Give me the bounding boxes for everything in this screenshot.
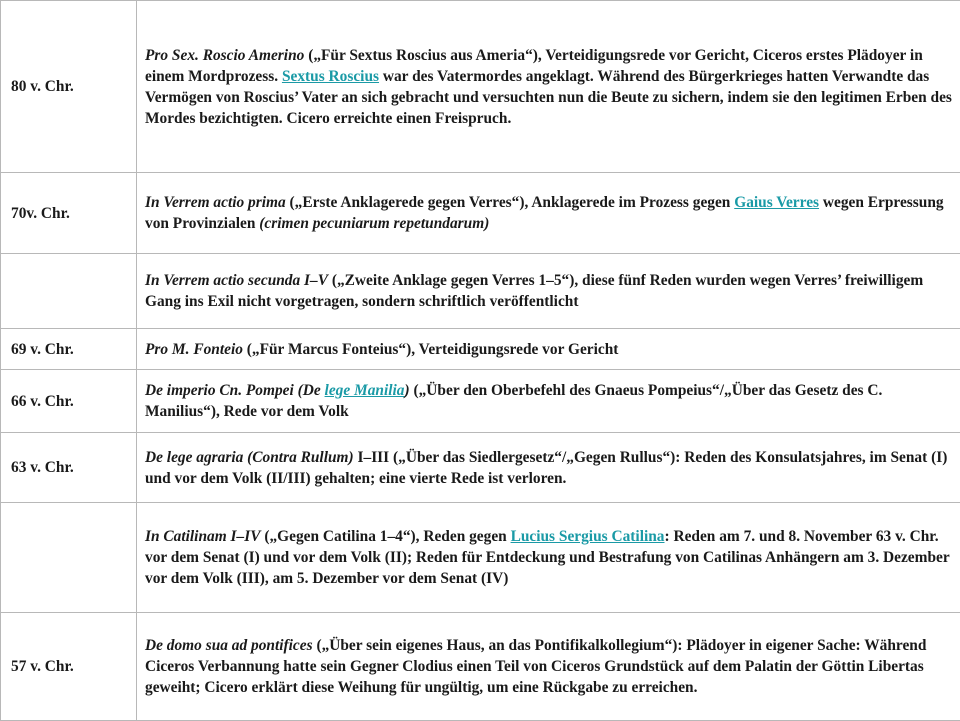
table-row <box>1 613 960 721</box>
table-row <box>1 370 960 433</box>
speech-title: Pro M. Fonteio <box>145 341 243 358</box>
table-row <box>1 1 960 173</box>
speech-title: ) <box>405 382 410 399</box>
table-row <box>1 173 960 254</box>
description-text: („Für Sextus Roscius aus Ameria“), Verteidigungsrede vor Gericht, Ciceros erstes Plädoyer in einem Mordprozess. <box>145 47 923 85</box>
speech-title: De lege agraria (Contra Rullum) <box>145 449 354 466</box>
year-label: 57 v. Chr. <box>11 658 74 675</box>
description-text: („Erste Anklagerede gegen Verres“), Anklagerede im Prozess gegen <box>286 194 735 211</box>
wiki-link[interactable]: Sextus Roscius <box>282 68 379 85</box>
year-label: 70v. Chr. <box>11 205 70 222</box>
year-cell <box>1 433 137 503</box>
description-text: („Über sein eigenes Haus, an das Pontifikalkollegium“): Plädoyer in eigener Sache: Während Ciceros Verbannung hatte sein Gegner Clodius einen Teil von Ciceros Grundstück auf dem Palatin der Göttin Libertas geweiht; Cicero erklärt diese Weihung für ungültig, um eine Rückgabe zu erreichen. <box>145 637 926 696</box>
year-cell <box>1 1 137 173</box>
description-cell <box>137 173 960 254</box>
speeches-table-body <box>1 1 960 721</box>
year-label: 66 v. Chr. <box>11 393 74 410</box>
description-cell <box>137 329 960 370</box>
year-label: 69 v. Chr. <box>11 341 74 358</box>
speech-title: Pro Sex. Roscio Amerino <box>145 47 304 64</box>
description-cell <box>137 433 960 503</box>
table-row <box>1 503 960 613</box>
description-text: : Reden am 7. und 8. November 63 v. Chr. vor dem Senat (I) und vor dem Volk (II); Reden für Entdeckung und Bestrafung von Catilinas Anhängern am 3. Dezember vor dem Volk (III), am 5. Dezember vor dem Senat (IV) <box>145 528 949 587</box>
speech-title: (crimen pecuniarum repetundarum) <box>259 215 489 232</box>
speech-title: De domo sua ad pontifices <box>145 637 313 654</box>
description-cell <box>137 254 960 329</box>
year-cell <box>1 173 137 254</box>
description-text: war des Vatermordes angeklagt. Während des Bürgerkrieges hatten Verwandte das Vermögen von Roscius’ Vater an sich gebracht und versuchten nun die Beute zu sichern, indem sie den legitimen Erben des Mordes bezichtigten. Cicero erreichte einen Freispruch. <box>145 68 952 127</box>
description-cell <box>137 613 960 721</box>
speech-title: In Verrem actio secunda I–V <box>145 272 328 289</box>
wiki-link[interactable]: Lucius Sergius Catilina <box>511 528 665 545</box>
year-cell <box>1 503 137 613</box>
year-cell <box>1 613 137 721</box>
year-cell <box>1 370 137 433</box>
description-cell <box>137 503 960 613</box>
description-cell <box>137 370 960 433</box>
wiki-link[interactable]: Gaius Verres <box>734 194 819 211</box>
year-label: 63 v. Chr. <box>11 459 74 476</box>
year-cell <box>1 329 137 370</box>
description-cell <box>137 1 960 173</box>
description-text: wegen Erpressung von Provinzialen <box>145 194 944 232</box>
year-label: 80 v. Chr. <box>11 78 74 95</box>
description-text: I–III („Über das Siedlergesetz“/„Gegen Rullus“): Reden des Konsulatsjahres, im Senat (I) und vor dem Volk (II/III) gehalten; eine vierte Rede ist verloren. <box>145 449 947 487</box>
description-text: („Zweite Anklage gegen Verres 1–5“), diese fünf Reden wurden wegen Verres’ freiwilligem Gang ins Exil nicht vorgetragen, sondern schriftlich veröffentlicht <box>145 272 923 310</box>
table-row <box>1 254 960 329</box>
description-text: („Gegen Catilina 1–4“), Reden gegen <box>260 528 510 545</box>
wiki-link[interactable]: lege Manilia <box>325 382 405 399</box>
description-text: („Über den Oberbefehl des Gnaeus Pompeius“/„Über das Gesetz des C. Manilius“), Rede vor dem Volk <box>145 382 882 420</box>
table-row <box>1 433 960 503</box>
description-text: („Für Marcus Fonteius“), Verteidigungsrede vor Gericht <box>243 341 618 358</box>
speech-title: In Verrem actio prima <box>145 194 286 211</box>
table-row <box>1 329 960 370</box>
speech-title: De imperio Cn. Pompei (De <box>145 382 325 399</box>
year-cell <box>1 254 137 329</box>
speech-title: In Catilinam I–IV <box>145 528 260 545</box>
